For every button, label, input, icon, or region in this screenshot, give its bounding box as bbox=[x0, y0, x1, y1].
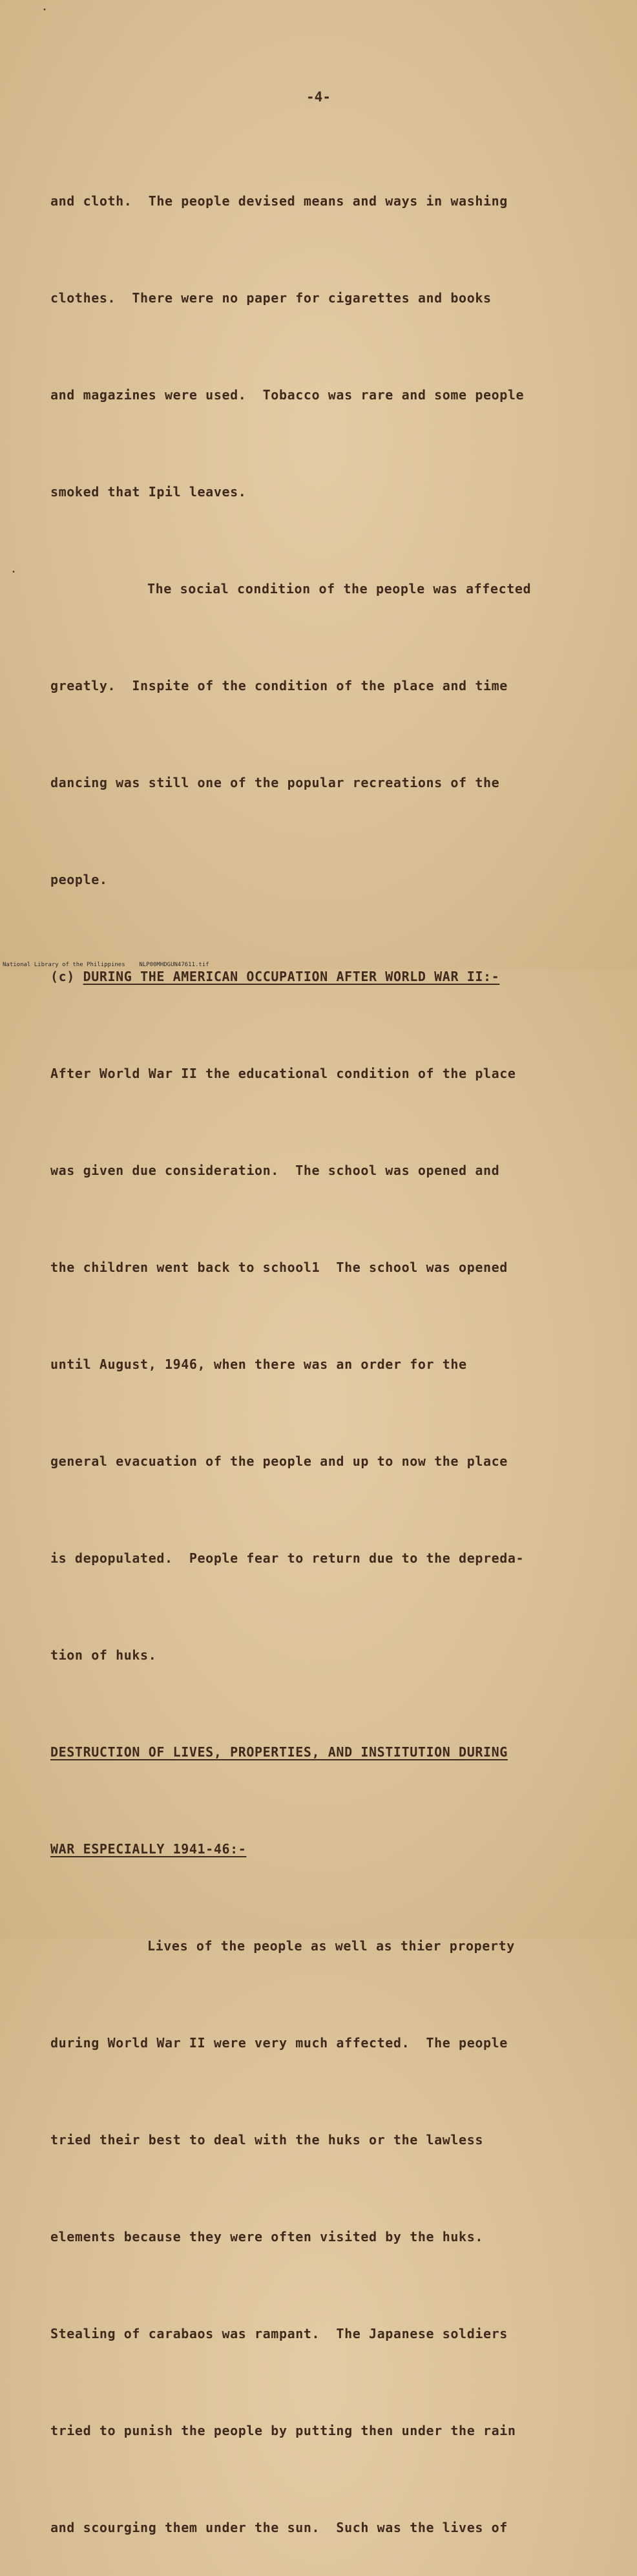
text-line: clothes. There were no paper for cigarettes and books bbox=[50, 290, 492, 306]
section-heading: DURING THE AMERICAN OCCUPATION AFTER WORLD WAR II:- bbox=[83, 969, 500, 984]
text-line: elements because they were often visited by the huks. bbox=[50, 2229, 483, 2244]
text-line: the children went back to school1 The school was opened bbox=[50, 1260, 508, 1275]
text-line: was given due consideration. The school was opened and bbox=[50, 1163, 500, 1178]
text-line: tried to punish the people by putting then under the rain bbox=[50, 2423, 516, 2438]
text-line: until August, 1946, when there was an order for the bbox=[50, 1357, 467, 1372]
page-number: -4- bbox=[306, 89, 331, 105]
text-line: and cloth. The people devised means and ways in washing bbox=[50, 193, 508, 209]
text-line: and scourging them under the sun. Such was the lives of bbox=[50, 2520, 508, 2535]
text-line: during World War II were very much affected. The people bbox=[50, 2035, 508, 2051]
stray-mark: • bbox=[43, 6, 47, 14]
section-heading: DESTRUCTION OF LIVES, PROPERTIES, AND INSTITUTION DURING bbox=[50, 1744, 508, 1760]
text-line: general evacuation of the people and up to now the place bbox=[50, 1453, 508, 1469]
paragraph-start-line: The social condition of the people was affected bbox=[147, 581, 532, 596]
section-heading: WAR ESPECIALLY 1941-46:- bbox=[50, 1841, 247, 1857]
section-label: (c) bbox=[50, 969, 75, 984]
text-line: After World War II the educational condition of the place bbox=[50, 1066, 516, 1081]
text-line: Stealing of carabaos was rampant. The Japanese soldiers bbox=[50, 2326, 508, 2341]
section-heading-line bbox=[50, 1833, 600, 1865]
paragraph-start-line: Lives of the people as well as thier property bbox=[147, 1938, 515, 1954]
text-line: tried their best to deal with the huks or the lawless bbox=[50, 2132, 483, 2148]
text-line: and magazines were used. Tobacco was rare and some people bbox=[50, 387, 525, 403]
text-line: tion of huks. bbox=[50, 1647, 157, 1663]
document-body bbox=[50, 120, 600, 2576]
footer-caption: National Library of the Philippines NLP00MHDGUN47611.tif bbox=[3, 962, 209, 968]
text-line: is depopulated. People fear to return due to the depreda- bbox=[50, 1550, 525, 1566]
text-line: dancing was still one of the popular recreations of the bbox=[50, 775, 500, 790]
text-line: greatly. Inspite of the condition of the place and time bbox=[50, 678, 508, 693]
stray-mark: • bbox=[12, 569, 16, 576]
text-line: people. bbox=[50, 872, 108, 887]
text-line: smoked that Ipil leaves. bbox=[50, 484, 247, 500]
